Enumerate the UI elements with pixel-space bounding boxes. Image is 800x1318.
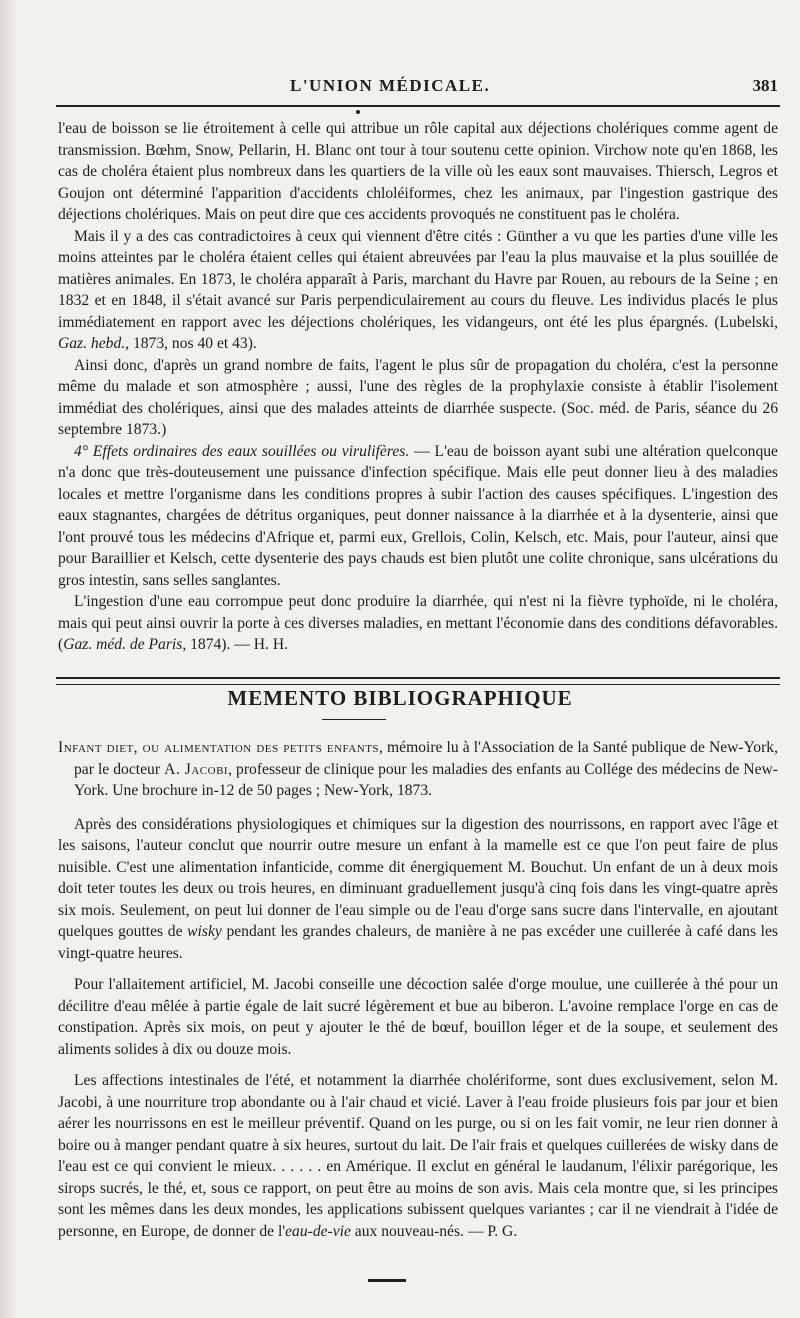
section-4-title: 4° Effets ordinaires des eaux souillées ou virulifères.: [74, 442, 410, 460]
title-underline: [322, 719, 386, 720]
header-rule-dot: [356, 110, 360, 114]
article-paragraph: Mais il y a des cas contradictoires à ceux qui viennent d'être cités : Günther a vu que les parties d'une ville les moins atteintes par le choléra étaient celles qui étaient abreuvées par l'eau la plus mauvaise et la plus souillée de matières animales. En 1873, le choléra apparaît à Paris, marchant du Havre par Rouen, au rebours de la Seine ; en 1832 et en 1848, il s'était avancé sur Paris perpendiculairement au cours du fleuve. Les individus placés le plus immédiatement en rapport avec les déjections cholériques, les vidangeurs, ont été les plus épargnés. (Lubelski, Gaz. hebd., 1873, nos 40 et 43).: [58, 227, 778, 352]
article-paragraph: Ainsi donc, d'après un grand nombre de faits, l'agent le plus sûr de propagation du choléra, c'est la personne même du malade et son atmosphère ; aussi, l'une des règles de la prophylaxie consiste à établir l'isolement immédiat des cholériques, ainsi que des malades atteints de diarrhée suspecte. (Soc. méd. de Paris, séance du 26 septembre 1873.): [58, 356, 778, 438]
bibliography-entry: Infant diet, ou alimentation des petits enfants, mémoire lu à l'Association de la Santé publique de New-York, par le docteur A. Jacobi, professeur de clinique pour les maladies des enfants au Collége des médecins de New-York. Une brochure in-12 de 50 pages ; New-York, 1873.: [58, 739, 778, 799]
article-body: [58, 118, 778, 656]
wisky-italic: wisky: [187, 923, 222, 940]
end-rule: [368, 1279, 406, 1282]
section-divider: [56, 677, 780, 685]
review-paragraph: Les affections intestinales de l'été, et notamment la diarrhée cholériforme, sont dues exclusivement, selon M. Jacobi, à une nourriture trop abondante ou à l'air chaud et vicié. Laver à l'eau froide plusieurs fois par jour et bien aérer les nourrissons en est le meilleur préventif. Quand on les purge, ou si on les fait vomir, ne leur rien donner à boire ou à manger pendant quatre à six heures, surtout du lait. De l'air frais et quelques cuillerées de wisky dans de l'eau est ce qui convient le mieux. . . . . . en Amérique. Il exclut en général le laudanum, l'élixir parégorique, les sirops sucrés, le thé, et, sous ce rapport, on peut être au moins de son avis. Mais cela montre que, si les principes sont les mêmes dans les deux mondes, les applications subissent quelques variantes ; car il ne viendrait à l'idée de personne, en Europe, de donner de l'eau-de-vie aux nouveau-nés. — P. G.: [58, 1072, 778, 1240]
memento-body: [58, 737, 778, 1242]
review-paragraph: Pour l'allaitement artificiel, M. Jacobi conseille une décoction salée d'orge moulue, une cuillerée à thé pour un décilitre d'eau mêlée à partie égale de lait sucré légèrement et bue au biberon. L'avoine remplace l'orge en cas de constipation. Après six mois, on peut y ajouter le thé de bœuf, bouillon léger et de la soupe, et seulement des aliments solides à dix ou douze mois.: [58, 976, 778, 1058]
reference-italic: Gaz. hebd.: [58, 335, 126, 352]
running-title: L'UNION MÉDICALE.: [290, 76, 491, 95]
eau-de-vie-italic: eau-de-vie: [285, 1222, 351, 1240]
review-paragraph: Après des considérations physiologiques et chimiques sur la digestion des nourrissons, en rapport avec l'âge et les saisons, l'auteur conclut que nourrir outre mesure un enfant à la mamelle est ce que l'on peut faire de plus nuisible. C'est une alimentation infanticide, comme dit énergiquement M. Bouchut. Un enfant de un à deux mois doit teter toutes les deux ou trois heures, en diminuant graduellement jusqu'à cinq fois dans les vingt-quatre après six mois. Seulement, on peut lui donner de l'eau simple ou de l'eau d'orge sans sucre dans l'intervalle, en ajoutant quelques gouttes de wisky pendant les grandes chaleurs, de manière à ne pas excéder une cuillerée à café dans les vingt-quatre heures.: [58, 815, 778, 962]
entry-title: Infant diet, ou alimentation des petits enfants: [58, 739, 380, 756]
article-paragraph: l'eau de boisson se lie étroitement à celle qui attribue un rôle capital aux déjections cholériques comme agent de transmission. Bœhm, Snow, Pellarin, H. Blanc ont tour à tour soutenu cette opinion. Virchow note qu'en 1868, les cas de choléra étaient plus nombreux dans les quartiers de la ville où les eaux sont mauvaises. Thiersch, Legros et Goujon ont déterminé l'apparition d'accidents chloléiformes, chez les animaux, par l'ingestion gastrique des déjections cholériques. Mais on peut dire que ces accidents provoqués ne constituent pas le choléra.: [58, 120, 778, 223]
entry-author: A. Jacobi: [164, 760, 229, 778]
reference-italic: Gaz. méd. de Paris: [63, 636, 183, 653]
page-number: 381: [752, 76, 778, 95]
memento-title: MEMENTO BIBLIOGRAPHIQUE: [227, 686, 573, 710]
header-rule: [56, 105, 780, 107]
running-head: [58, 76, 778, 102]
binding-shadow: [0, 0, 18, 1318]
section-4-paragraph: 4° Effets ordinaires des eaux souillées ou virulifères. — L'eau de boisson ayant subi une altération quelconque n'a donc que très-douteusement une puissance d'infection spécifique. Mais elle peut donner lieu à des maladies locales et mettre l'organisme dans les conditions propres à subir l'action des causes spécifiques. L'ingestion des eaux stagnantes, chargées de détritus organiques, peut donner naissance à la diarrhée et à la dysenterie, ainsi que l'ont prouvé tous les médecins d'Afrique et, parmi eux, Grellois, Colin, Kelsch, etc. Mais, pour l'auteur, ainsi que pour Baraillier et Kelsch, cette dysenterie des pays chauds est bien plutôt une colite chronique, sans ulcérations du gros intestin, sans selles sanglantes.: [58, 442, 778, 589]
article-paragraph: L'ingestion d'une eau corrompue peut donc produire la diarrhée, qui n'est ni la fièvre typhoïde, ni le choléra, mais qui peut ainsi ouvrir la porte à ces diverses maladies, en mettant l'économie dans des conditions défavorables. (Gaz. méd. de Paris, 1874). — H. H.: [58, 593, 778, 653]
